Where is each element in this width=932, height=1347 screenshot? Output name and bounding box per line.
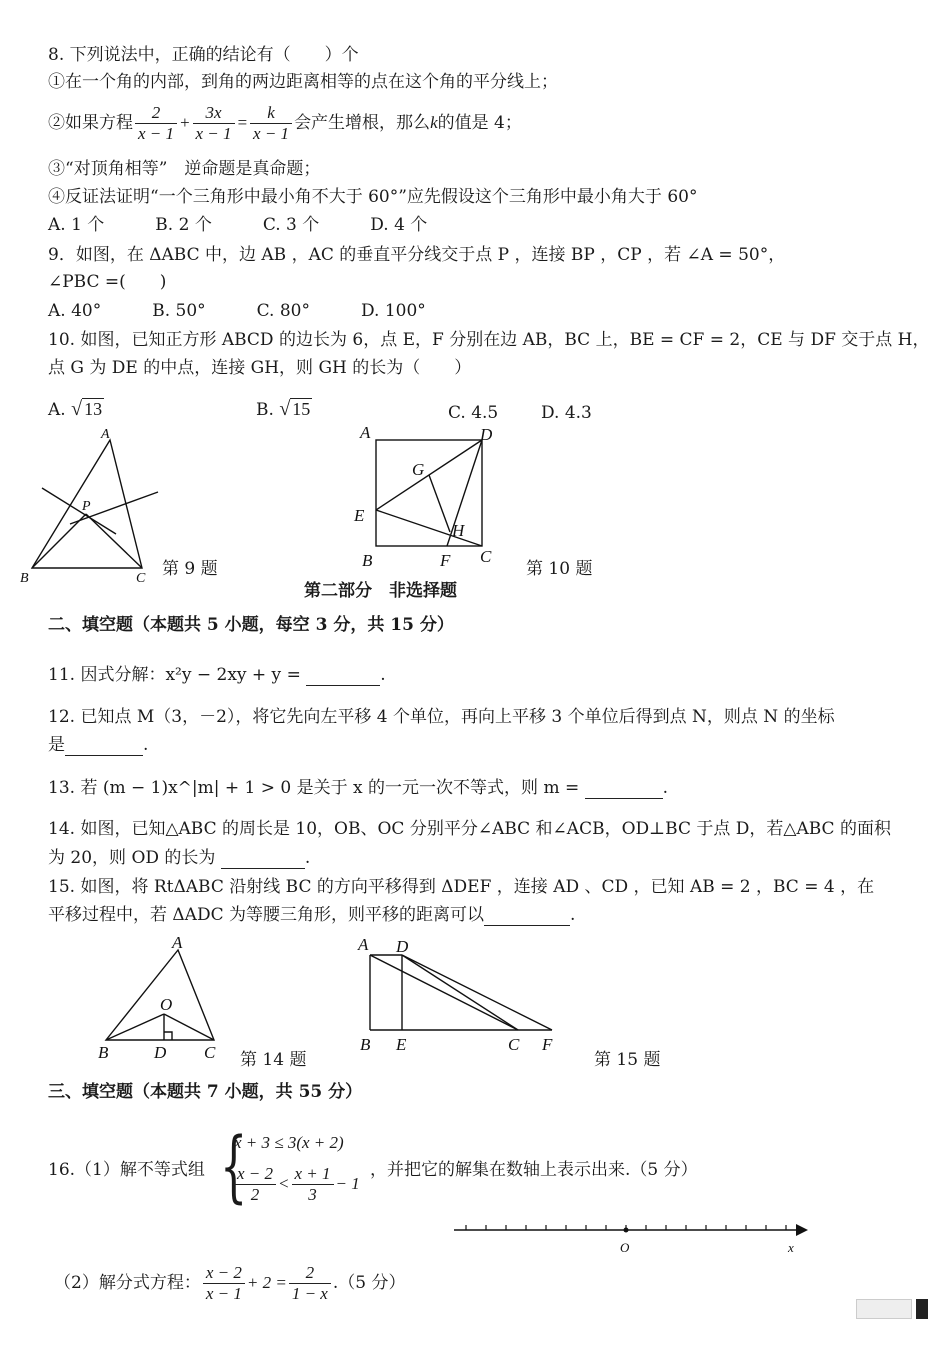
q16-inequality-2 [232,1162,360,1206]
less-than: < [278,1174,290,1193]
q10-option-a: A. [48,400,66,420]
q8-fraction-2 [193,103,235,144]
q15-answer-blank[interactable] [484,907,570,926]
q12-line-2 [48,734,148,756]
plus-two-equals: + 2 = [246,1273,287,1292]
minus-one: − 1 [335,1174,360,1193]
q10-options [48,398,104,421]
q8-stem: 8. 下列说法中，正确的结论有（ ）个 [48,45,359,65]
q16-part-2-end: .（5 分） [332,1273,406,1293]
label-a: A [358,935,369,954]
label-b: B [98,1043,109,1062]
scroll-track[interactable] [856,1299,912,1319]
q16-part-2 [54,1260,405,1306]
q15-text: 平移过程中，若 ΔADC 为等腰三角形，则平移的距离可以 [48,905,484,925]
label-c: C [508,1035,520,1054]
q14-answer-blank[interactable] [221,850,305,869]
numerator: x − 2 [237,1164,274,1183]
label-d: D [154,1043,167,1062]
fraction-3 [203,1263,245,1304]
label-a: A [101,427,110,442]
q10-option-d: D. 4.3 [541,403,592,423]
fraction-4 [289,1263,331,1304]
label-e: E [396,1035,407,1054]
q8-statement-3: ③“对顶角相等” 逆命题是真命题； [48,159,321,179]
origin-label: O [620,1240,630,1255]
label-o: O [160,995,173,1014]
scroll-thumb[interactable] [916,1299,928,1319]
square-abcd [376,440,482,546]
segment-ob [106,1014,164,1040]
segment-ac [370,955,518,1030]
q14-text: 为 20，则 OD 的长为 [48,848,216,868]
q8-fraction-3 [250,103,292,144]
label-f: F [440,551,451,570]
q15-end: . [570,905,576,925]
numerator: x − 2 [205,1263,242,1282]
denominator: x − 1 [135,123,177,144]
label-c: C [136,571,146,586]
q11-answer-blank[interactable] [306,667,380,686]
q12-answer-blank[interactable] [65,737,143,756]
figure-9-caption: 第 9 题 [162,559,218,579]
q14-end: . [304,848,311,868]
label-h: H [452,521,465,540]
q9-line-2: ∠PBC =( ) [48,272,167,292]
viewer-scroll-control[interactable] [856,1299,928,1319]
origin-point [624,1228,629,1233]
segment-ce [376,510,482,546]
q10-option-b-wrap [256,398,312,421]
figure-15 [350,930,570,1060]
numerator: 2 [305,1263,315,1282]
figure-15-caption: 第 15 题 [594,1050,661,1070]
figure-10-caption: 第 10 题 [526,559,593,579]
denominator: x − 1 [193,123,235,144]
q9-line-1: 9．如图，在 ΔABC 中，边 AB ，AC 的垂直平分线交于点 P ，连接 BP ，CP ，若 ∠A = 50°， [48,245,786,265]
denominator: 3 [292,1184,334,1205]
numerator: 3x [205,103,222,122]
q12-line-1: 12. 已知点 M（3，－2），将它先向左平移 4 个单位，再向上平移 3 个单位后得到点 N，则点 N 的坐标 [48,707,835,727]
q9-options: A. 40° B. 50° C. 80° D. 100° [48,301,426,321]
denominator: 2 [234,1184,276,1205]
label-b: B [360,1035,371,1054]
part-2-heading: 第二部分 非选择题 [304,581,457,601]
label-a: A [172,933,183,952]
fraction-2 [292,1164,334,1205]
right-angle-mark [164,1032,172,1040]
q16-inequality-1: x + 3 ≤ 3(x + 2) [234,1133,344,1152]
denominator: 1 − x [289,1283,331,1304]
label-f: F [542,1035,553,1054]
q8-k: k [430,113,438,132]
q15-line-2 [48,904,575,926]
q13-text: 13. 若 (m − 1)x^|m| + 1 > 0 是关于 x 的一元一次不等式，则 m = [48,778,580,798]
segment-dc [402,955,518,1030]
figure-10 [350,420,510,575]
plus-sign: + [179,113,191,132]
q8-statement-2 [48,100,522,146]
q8-statement-1: ①在一个角的内部，到角的两边距离相等的点在这个角的平分线上； [48,72,558,92]
q10-line-2: 点 G 为 DE 的中点，连接 GH，则 GH 的长为（ ） [48,358,472,378]
label-b: B [362,551,373,570]
q14-line-1: 14. 如图，已知△ABC 的周长是 10，OB、OC 分别平分∠ABC 和∠ACB，OD⊥BC 于点 D，若△ABC 的面积 [48,819,891,839]
label-c: C [480,547,492,566]
q16-instruction: ，并把它的解集在数轴上表示出来.（5 分） [370,1160,698,1180]
fraction-1 [234,1164,276,1205]
q11-text: 11. 因式分解：x²y − 2xy + y = [48,665,301,685]
figure-9 [20,422,170,587]
q16-prefix: 16.（1）解不等式组 [48,1160,205,1180]
figure-14 [92,930,232,1065]
numerator: k [267,103,275,122]
section-2-heading: 二、填空题（本题共 5 小题，每空 3 分，共 15 分） [48,615,454,635]
q8-s2-text: 会产生增根，那么 [294,113,431,133]
segment-bp [32,514,86,568]
q8-statement-4: ④反证法证明“一个三角形中最小角不大于 60°”应先假设这个三角形中最小角大于 60° [48,187,698,207]
label-e: E [354,506,365,525]
segment-gh [429,475,450,532]
q16-part-2-prefix: （2）解分式方程： [54,1273,201,1293]
q10-option-c: C. 4.5 [448,403,499,423]
arrow-icon [796,1224,808,1236]
q14-line-2 [48,847,310,869]
number-line [450,1218,810,1262]
q12-end: . [143,735,149,755]
q13-end: . [662,778,669,798]
section-3-heading: 三、填空题（本题共 7 小题，共 55 分） [48,1082,363,1102]
segment-df [402,955,552,1030]
label-a: A [360,423,371,442]
label-g: G [412,460,425,479]
sqrt-15: √ 15 [279,398,311,420]
label-b: B [20,571,29,586]
q8-s2-end: 的值是 4； [437,113,522,133]
sqrt-13: √ 13 [71,398,103,420]
q12-text: 是 [48,735,65,755]
denominator: x − 1 [203,1283,245,1304]
x-axis-label: x [788,1240,794,1255]
label-c: C [204,1043,216,1062]
numerator: x + 1 [294,1164,331,1183]
q13-answer-blank[interactable] [585,780,663,799]
q15-line-1: 15. 如图，将 RtΔABC 沿射线 BC 的方向平移得到 ΔDEF ，连接 AD 、CD ，已知 AB = 2 ，BC = 4 ，在 [48,877,875,897]
q8-options: A. 1 个 B. 2 个 C. 3 个 D. 4 个 [48,215,428,235]
label-d: D [480,425,493,444]
equals-sign: = [236,113,249,132]
q10-option-b: B. [256,400,274,420]
denominator: x − 1 [250,123,292,144]
q8-s2-prefix: ②如果方程 [48,113,133,133]
left-brace-icon: { [220,1122,248,1212]
figure-14-caption: 第 14 题 [240,1050,307,1070]
q11 [48,664,386,686]
segment-cp [86,514,142,568]
q10-line-1: 10. 如图，已知正方形 ABCD 的边长为 6，点 E，F 分别在边 AB，BC 上，BE = CF = 2，CE 与 DF 交于点 H， [48,330,930,350]
numerator: 2 [151,103,161,122]
q13 [48,777,668,799]
label-d: D [396,937,409,956]
q8-fraction-1 [135,103,177,144]
label-p: P [82,499,91,514]
q11-end: . [380,665,386,685]
